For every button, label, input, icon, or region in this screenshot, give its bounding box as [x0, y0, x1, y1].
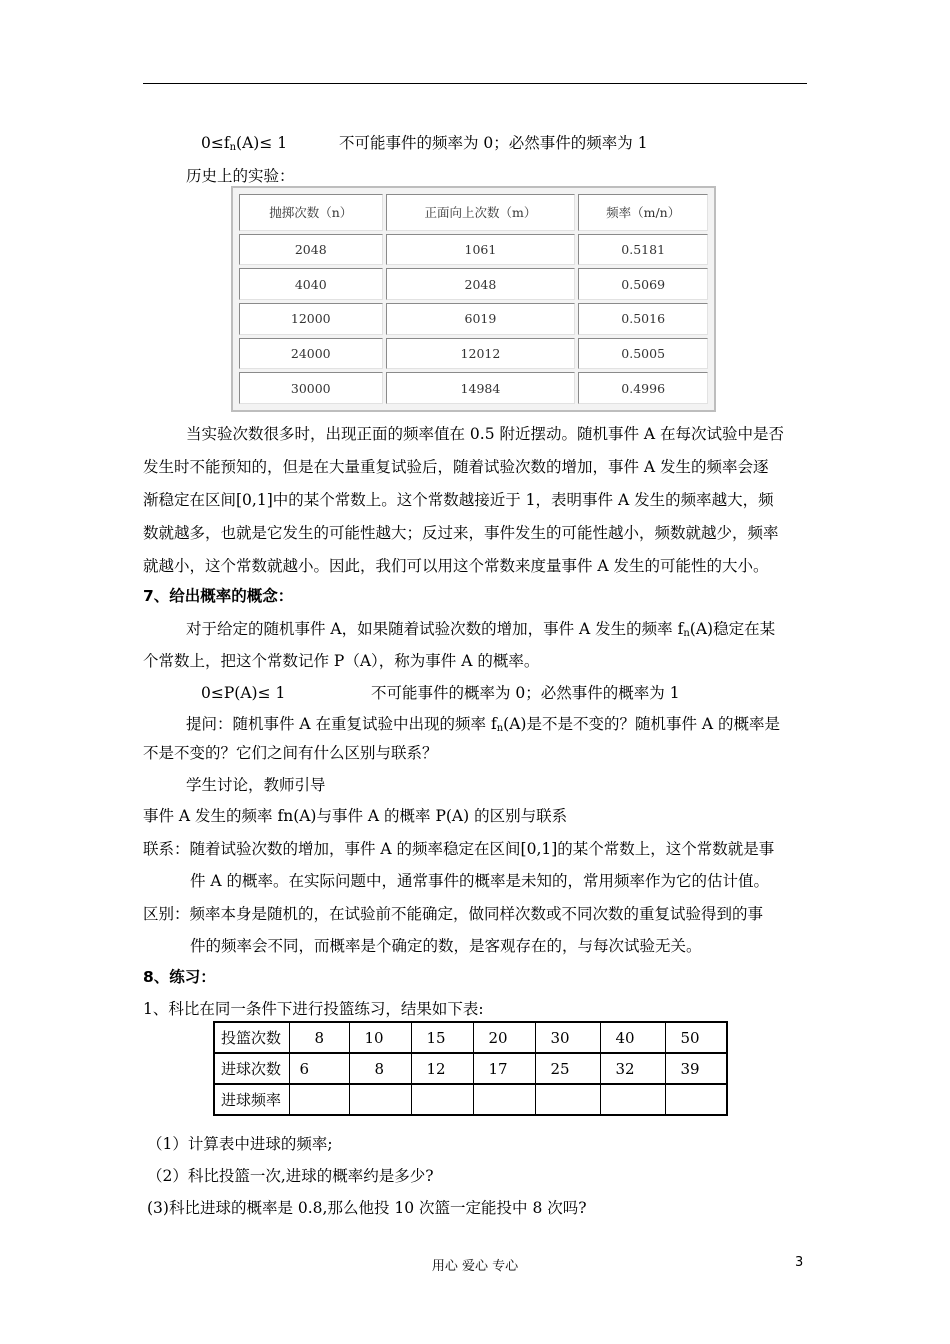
history-header-cell: 抛掷次数（n） [239, 194, 383, 231]
table-cell: 投篮次数 [214, 1022, 289, 1053]
table-cell: 8 [349, 1053, 411, 1084]
text-subscript: n [496, 723, 504, 734]
discussion-text: 学生讨论，教师引导 [186, 776, 326, 794]
table-cell: 0.5005 [578, 338, 708, 370]
table-cell: 39 [665, 1053, 727, 1084]
table-cell: 50 [665, 1022, 727, 1053]
table-cell: 14984 [386, 372, 576, 404]
sub-question: （2）科比投篮一次,进球的概率约是多少? [147, 1167, 434, 1185]
table-row [239, 268, 708, 300]
table-cell: 0.4996 [578, 372, 708, 404]
table-cell: 25 [535, 1053, 600, 1084]
text-span: 对于给定的随机事件 A，如果随着试验次数的增加，事件 A 发生的频率 f [186, 620, 684, 638]
history-header-cell: 频率（m/n） [578, 194, 708, 231]
formula-probability-range: 0≤P(A)≤ 1 [201, 684, 286, 702]
table-cell [289, 1084, 349, 1115]
page-number: 3 [795, 1255, 804, 1270]
history-table [231, 186, 716, 412]
table-row [214, 1053, 727, 1084]
table-cell: 4040 [239, 268, 383, 300]
table-row [239, 372, 708, 404]
table-cell [535, 1084, 600, 1115]
qubie-line: 区别：频率本身是随机的，在试验前不能确定，做同样次数或不同次数的重复试验得到的事 [143, 905, 764, 923]
table-cell: 1061 [386, 234, 576, 266]
table-cell: 12 [411, 1053, 473, 1084]
table-row [239, 234, 708, 266]
header-rule [143, 83, 807, 84]
table-cell: 2048 [386, 268, 576, 300]
table-cell: 20 [473, 1022, 535, 1053]
table-cell: 24000 [239, 338, 383, 370]
paragraph-line [186, 619, 775, 644]
table-row [239, 303, 708, 335]
relation-title: 事件 A 发生的频率 fn(A)与事件 A 的概率 P(A) 的区别与联系 [143, 807, 568, 825]
question-line: 不是不变的？它们之间有什么区别与联系？ [143, 744, 438, 762]
exercise-intro: 1、科比在同一条件下进行投篮练习，结果如下表: [143, 1000, 484, 1018]
table-cell: 进球频率 [214, 1084, 289, 1115]
section-heading-7: 7、给出概率的概念： [143, 587, 294, 605]
table-cell: 12000 [239, 303, 383, 335]
formula-probability-note: 不可能事件的概率为 0；必然事件的概率为 1 [371, 684, 680, 702]
table-cell: 32 [600, 1053, 665, 1084]
sub-question: (3)科比进球的概率是 0.8,那么他投 10 次篮一定能投中 8 次吗? [147, 1199, 587, 1217]
practice-table [213, 1021, 728, 1116]
formula-subscript: n [229, 142, 237, 153]
table-cell [665, 1084, 727, 1115]
text-span: (A)稳定在某 [689, 620, 776, 638]
table-cell: 17 [473, 1053, 535, 1084]
table-row [214, 1022, 727, 1053]
lianxi-line: 件 A 的概率。在实际问题中，通常事件的概率是未知的，常用频率作为它的估计值。 [190, 872, 770, 890]
text-span: (A)是不是不变的？随机事件 A 的概率是 [503, 715, 781, 733]
table-cell: 15 [411, 1022, 473, 1053]
table-cell: 6 [289, 1053, 349, 1084]
table-row [239, 338, 708, 370]
table-cell: 40 [600, 1022, 665, 1053]
lianxi-line: 联系：随着试验次数的增加，事件 A 的频率稳定在区间[0,1]的某个常数上，这个常数就是事 [143, 840, 775, 858]
table-cell: 2048 [239, 234, 383, 266]
text-span: 提问：随机事件 A 在重复试验中出现的频率 f [186, 715, 497, 733]
table-cell: 进球次数 [214, 1053, 289, 1084]
qubie-line: 件的频率会不同，而概率是个确定的数，是客观存在的，与每次试验无关。 [190, 937, 702, 955]
table-cell: 8 [289, 1022, 349, 1053]
paragraph-line: 发生时不能预知的，但是在大量重复试验后，随着试验次数的增加，事件 A 发生的频率会逐 [143, 458, 769, 476]
history-header-cell: 正面向上次数（m） [386, 194, 576, 231]
formula-left: 0≤f [201, 134, 230, 152]
section-heading-8: 8、练习： [143, 968, 216, 986]
table-cell: 12012 [386, 338, 576, 370]
table-cell: 30000 [239, 372, 383, 404]
history-label: 历史上的实验： [186, 167, 295, 185]
formula-right: (A)≤ 1 [236, 134, 288, 152]
sub-question: （1）计算表中进球的频率; [147, 1135, 333, 1153]
history-table-header-row [239, 194, 708, 231]
table-cell [473, 1084, 535, 1115]
question-line [186, 714, 780, 739]
formula-frequency-range [201, 133, 287, 158]
table-cell [349, 1084, 411, 1115]
table-cell: 0.5016 [578, 303, 708, 335]
table-row [214, 1084, 727, 1115]
table-cell [411, 1084, 473, 1115]
paragraph-line: 就越小，这个常数就越小。因此，我们可以用这个常数来度量事件 A 发生的可能性的大小。 [143, 557, 769, 575]
paragraph-line: 个常数上，把这个常数记作 P（A），称为事件 A 的概率。 [143, 652, 540, 670]
table-cell: 0.5181 [578, 234, 708, 266]
table-cell: 30 [535, 1022, 600, 1053]
table-cell: 0.5069 [578, 268, 708, 300]
text-subscript: n [683, 628, 690, 639]
paragraph-line: 数就越多，也就是它发生的可能性越大；反过来，事件发生的可能性越小，频数就越少，频率 [143, 524, 779, 542]
paragraph-line: 渐稳定在区间[0,1]中的某个常数上。这个常数越接近于 1，表明事件 A 发生的频率越大，频 [143, 491, 774, 509]
table-cell: 6019 [386, 303, 576, 335]
formula-frequency-note: 不可能事件的频率为 0；必然事件的频率为 1 [339, 134, 648, 152]
paragraph-line: 当实验次数很多时，出现正面的频率值在 0.5 附近摆动。随机事件 A 在每次试验中是否 [186, 425, 785, 443]
table-cell: 10 [349, 1022, 411, 1053]
page-footer: 用心 爱心 专心 [431, 1259, 519, 1274]
table-cell [600, 1084, 665, 1115]
